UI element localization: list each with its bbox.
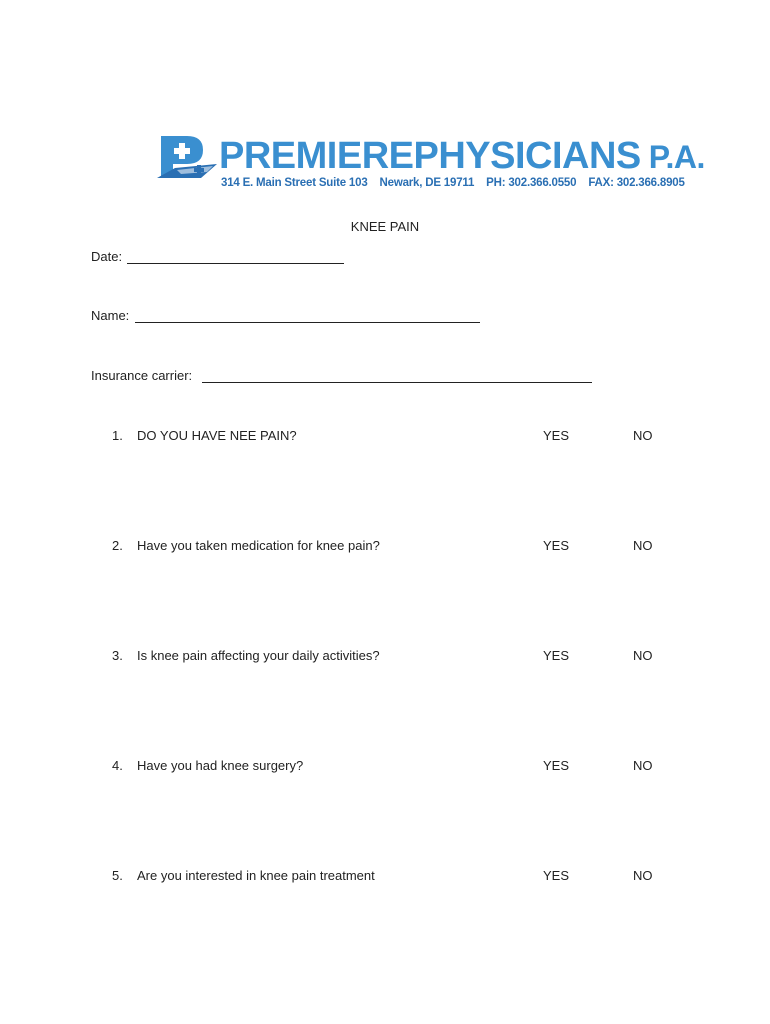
insurance-carrier-field[interactable] (91, 368, 192, 383)
question-text: DO YOU HAVE NEE PAIN? (137, 428, 297, 443)
insurance-carrier-input-line[interactable] (202, 382, 592, 383)
no-option[interactable]: NO (633, 538, 653, 553)
insurance-carrier-label: Insurance carrier: (91, 368, 193, 383)
yes-option[interactable]: YES (543, 428, 570, 443)
date-input-line[interactable] (127, 263, 344, 264)
practice-name-first: PREMIERE (219, 135, 414, 177)
name-input-line[interactable] (135, 322, 480, 323)
date-field[interactable] (91, 249, 122, 264)
yes-option[interactable]: YES (543, 538, 570, 553)
practice-name (219, 135, 705, 182)
question-number: 2. (112, 538, 123, 553)
question-text: Is knee pain affecting your daily activities? (137, 648, 380, 663)
yes-option[interactable]: YES (543, 648, 570, 663)
question-number: 5. (112, 868, 123, 883)
practice-fax: FAX: 302.366.8905 (588, 177, 685, 189)
name-field[interactable] (91, 308, 129, 323)
question-text: Have you had knee surgery? (137, 758, 304, 773)
question-text: Are you interested in knee pain treatment (137, 868, 375, 883)
yes-option[interactable]: YES (543, 758, 570, 773)
practice-phone: PH: 302.366.0550 (486, 177, 577, 189)
date-label: Date: (91, 249, 123, 264)
practice-logo (157, 134, 705, 194)
question-number: 4. (112, 758, 123, 773)
practice-name-suffix: P.A. (648, 139, 705, 175)
practice-address: 314 E. Main Street Suite 103 (221, 177, 368, 189)
name-label: Name: (91, 308, 130, 323)
practice-city: Newark, DE 19711 (379, 177, 475, 189)
practice-name-second: PHYSICIANS (413, 135, 641, 177)
no-option[interactable]: NO (633, 428, 653, 443)
no-option[interactable]: NO (633, 868, 653, 883)
yes-option[interactable]: YES (543, 868, 570, 883)
question-number: 1. (112, 428, 123, 443)
no-option[interactable]: NO (633, 648, 653, 663)
medical-cross-icon (157, 134, 221, 182)
question-number: 3. (112, 648, 123, 663)
form-title: KNEE PAIN (350, 219, 420, 234)
practice-contact (221, 177, 697, 189)
no-option[interactable]: NO (633, 758, 653, 773)
question-text: Have you taken medication for knee pain? (137, 538, 380, 553)
